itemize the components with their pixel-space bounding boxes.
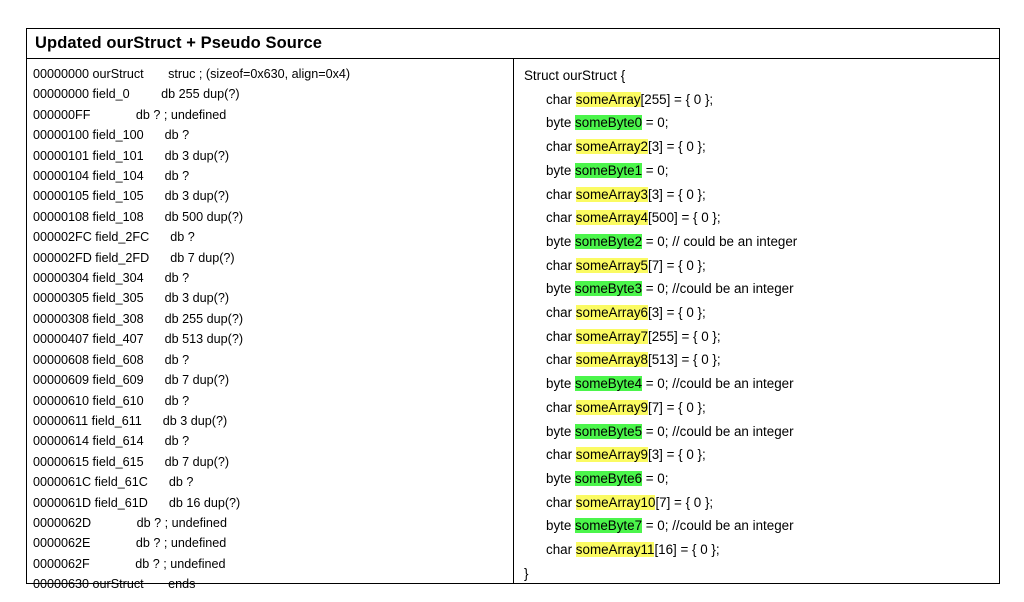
struct-listing-line: 00000100 field_100 db ? bbox=[33, 128, 190, 143]
member-suffix: [255] = { 0 }; bbox=[647, 328, 721, 344]
member-type: char bbox=[546, 210, 573, 226]
member-name: someArray10 bbox=[575, 494, 656, 510]
struct-listing-line: 00000105 field_105 db 3 dup(?) bbox=[33, 189, 230, 204]
struct-listing-line: 000002FD field_2FD db 7 dup(?) bbox=[33, 250, 235, 265]
title-bar bbox=[27, 29, 999, 59]
member-type: byte bbox=[546, 162, 572, 178]
struct-member-line bbox=[524, 111, 999, 135]
member-name: someByte3 bbox=[575, 281, 643, 297]
member-suffix: [255] = { 0 }; bbox=[640, 91, 714, 107]
struct-listing-line: 00000611 field_611 db 3 dup(?) bbox=[33, 413, 228, 428]
content-panes bbox=[27, 59, 999, 592]
struct-listing-line: 0000062D db ? ; undefined bbox=[33, 515, 227, 530]
member-type: char bbox=[546, 447, 573, 463]
struct-listing-line: 00000614 field_614 db ? bbox=[33, 434, 190, 449]
member-name: someByte2 bbox=[575, 233, 643, 249]
struct-listing-line: 00000108 field_108 db 500 dup(?) bbox=[33, 209, 244, 224]
struct-member-line bbox=[524, 420, 999, 444]
struct-member-line bbox=[524, 538, 999, 562]
member-suffix: = 0; bbox=[642, 115, 669, 131]
member-suffix: [3] = { 0 }; bbox=[647, 447, 706, 463]
member-suffix: [3] = { 0 }; bbox=[647, 186, 706, 202]
member-suffix: [3] = { 0 }; bbox=[647, 305, 706, 321]
member-type: char bbox=[546, 257, 573, 273]
struct-member-line bbox=[524, 467, 999, 491]
member-name: someArray11 bbox=[575, 542, 655, 558]
struct-member-line bbox=[524, 88, 999, 112]
struct-listing-line: 00000608 field_608 db ? bbox=[33, 352, 190, 367]
ida-struct-pane bbox=[27, 59, 514, 592]
member-type: char bbox=[546, 542, 573, 558]
member-suffix: [7] = { 0 }; bbox=[647, 257, 706, 273]
struct-listing-line: 00000000 field_0 db 255 dup(?) bbox=[33, 87, 240, 102]
struct-member-line bbox=[524, 301, 999, 325]
struct-listing-line: 00000304 field_304 db ? bbox=[33, 271, 190, 286]
pseudo-source-pane bbox=[514, 59, 999, 583]
member-name: someArray4 bbox=[575, 210, 648, 226]
struct-listing-line: 0000061C field_61C db ? bbox=[33, 475, 194, 490]
member-type: byte bbox=[546, 376, 572, 392]
struct-footer-line: } bbox=[524, 565, 529, 581]
struct-member-line bbox=[524, 230, 999, 254]
member-type: byte bbox=[546, 423, 572, 439]
member-name: someArray7 bbox=[575, 328, 648, 344]
member-suffix: [3] = { 0 }; bbox=[647, 139, 706, 155]
member-suffix: [513] = { 0 }; bbox=[647, 352, 721, 368]
member-type: char bbox=[546, 494, 573, 510]
struct-member-line bbox=[524, 348, 999, 372]
member-type: byte bbox=[546, 518, 572, 534]
struct-listing-line: 00000615 field_615 db 7 dup(?) bbox=[33, 454, 230, 469]
struct-listing-line: 000002FC field_2FC db ? bbox=[33, 230, 195, 245]
member-type: byte bbox=[546, 115, 572, 131]
member-name: someArray9 bbox=[575, 399, 648, 415]
member-name: someByte4 bbox=[575, 376, 643, 392]
member-type: byte bbox=[546, 281, 572, 297]
struct-listing-line: 00000101 field_101 db 3 dup(?) bbox=[33, 148, 230, 163]
struct-member-line bbox=[524, 372, 999, 396]
page-title: Updated ourStruct + Pseudo Source bbox=[35, 34, 323, 52]
member-suffix: [16] = { 0 }; bbox=[654, 542, 720, 558]
member-suffix: = 0; //could be an integer bbox=[642, 376, 794, 392]
member-suffix: = 0; //could be an integer bbox=[642, 423, 794, 439]
member-name: someArray8 bbox=[575, 352, 648, 368]
struct-listing-line: 00000305 field_305 db 3 dup(?) bbox=[33, 291, 230, 306]
member-suffix: [500] = { 0 }; bbox=[647, 210, 721, 226]
member-suffix: = 0; //could be an integer bbox=[642, 281, 794, 297]
struct-member-line bbox=[524, 514, 999, 538]
member-type: char bbox=[546, 328, 573, 344]
member-name: someArray5 bbox=[575, 257, 648, 273]
member-type: byte bbox=[546, 233, 572, 249]
member-type: char bbox=[546, 399, 573, 415]
member-name: someByte7 bbox=[575, 518, 643, 534]
struct-listing-line: 00000609 field_609 db 7 dup(?) bbox=[33, 373, 230, 388]
member-suffix: [7] = { 0 }; bbox=[647, 399, 706, 415]
struct-member-line bbox=[524, 277, 999, 301]
member-type: byte bbox=[546, 470, 572, 486]
member-name: someByte1 bbox=[575, 162, 643, 178]
struct-listing-line: 00000000 ourStruct struc ; (sizeof=0x630, align=0x4) bbox=[33, 67, 351, 81]
member-type: char bbox=[546, 139, 573, 155]
member-type: char bbox=[546, 186, 573, 202]
member-name: someArray3 bbox=[575, 186, 648, 202]
document-frame bbox=[26, 28, 1000, 592]
struct-member-line bbox=[524, 135, 999, 159]
struct-member-line bbox=[524, 396, 999, 420]
member-type: char bbox=[546, 305, 573, 321]
member-name: someArray2 bbox=[575, 139, 648, 155]
struct-header-line: Struct ourStruct { bbox=[524, 68, 626, 83]
member-type: char bbox=[546, 352, 573, 368]
member-suffix: [7] = { 0 }; bbox=[655, 494, 714, 510]
member-suffix: = 0; //could be an integer bbox=[642, 518, 794, 534]
struct-member-line bbox=[524, 491, 999, 515]
member-name: someArray bbox=[575, 91, 641, 107]
struct-listing-line: 000000FF db ? ; undefined bbox=[33, 107, 227, 122]
struct-member-line bbox=[524, 206, 999, 230]
member-suffix: = 0; bbox=[642, 162, 669, 178]
struct-listing-line: 0000062F db ? ; undefined bbox=[33, 556, 226, 571]
member-suffix: = 0; // could be an integer bbox=[642, 233, 798, 249]
struct-member-line bbox=[524, 159, 999, 183]
struct-listing-line: 00000308 field_308 db 255 dup(?) bbox=[33, 311, 244, 326]
struct-listing-line: 0000062E db ? ; undefined bbox=[33, 536, 227, 551]
member-name: someArray9 bbox=[575, 447, 648, 463]
struct-listing-line: 0000061D field_61D db 16 dup(?) bbox=[33, 495, 241, 510]
struct-member-line bbox=[524, 183, 999, 207]
member-suffix: = 0; bbox=[642, 470, 669, 486]
struct-listing-line: 00000407 field_407 db 513 dup(?) bbox=[33, 332, 244, 347]
struct-member-line bbox=[524, 443, 999, 467]
member-name: someByte6 bbox=[575, 470, 643, 486]
member-name: someArray6 bbox=[575, 305, 648, 321]
member-type: char bbox=[546, 91, 573, 107]
member-name: someByte5 bbox=[575, 423, 643, 439]
struct-member-line bbox=[524, 325, 999, 349]
struct-member-line bbox=[524, 254, 999, 278]
struct-listing-line: 00000104 field_104 db ? bbox=[33, 169, 190, 184]
struct-listing-line: 00000630 ourStruct ends bbox=[33, 577, 196, 592]
member-name: someByte0 bbox=[575, 115, 643, 131]
struct-listing-line: 00000610 field_610 db ? bbox=[33, 393, 190, 408]
